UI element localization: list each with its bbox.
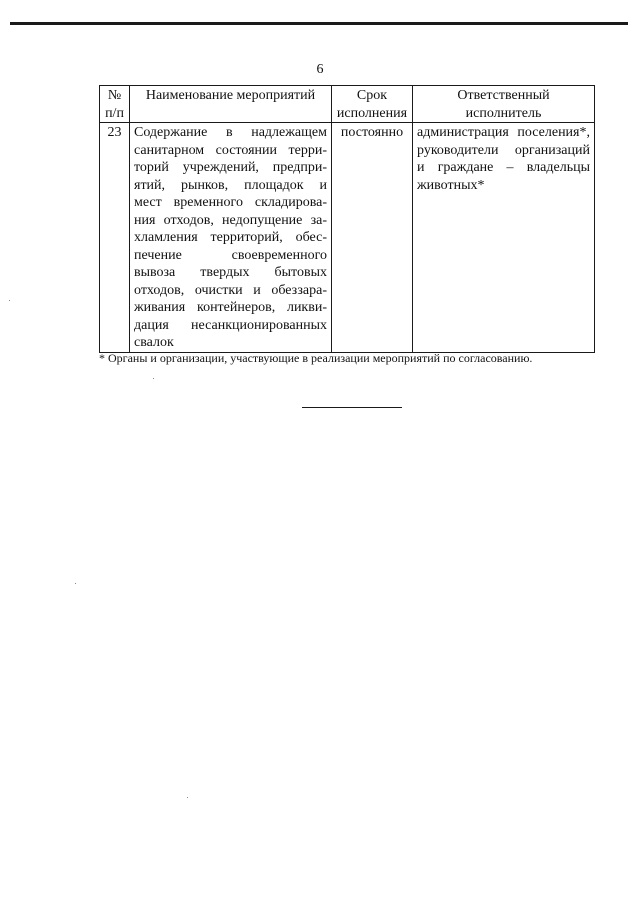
responsible-text: [417, 124, 590, 194]
text-line: ятий, рынков, площадок и: [134, 177, 327, 193]
text-line: ния отходов, недопущение за-: [134, 212, 327, 228]
footnote: * Органы и организации, участвующие в реализации мероприятий по согласованию.: [99, 351, 533, 365]
header-responsible-line1: Ответственный: [457, 88, 550, 103]
header-responsible-line2: исполнитель: [465, 105, 542, 121]
table-row: [100, 123, 595, 353]
header-term: [332, 86, 413, 123]
measure-name-text: [134, 124, 327, 352]
responsible-cell: [413, 123, 595, 353]
header-term-line2: исполнения: [336, 105, 408, 121]
header-measure-name: Наименование мероприятий: [130, 86, 332, 123]
term-cell: постоянно: [332, 123, 413, 353]
text-line: администрация поселения*,: [417, 125, 590, 140]
text-line: Содержание в надлежащем: [134, 125, 327, 140]
top-border-rule: [10, 22, 628, 25]
text-line: дация несанкционированных: [134, 317, 327, 333]
text-line: животных*: [417, 177, 485, 193]
scan-speck: [9, 300, 10, 301]
text-line: свалок: [134, 335, 174, 350]
text-line: печение своевременного: [134, 247, 327, 263]
header-term-line1: Срок: [356, 88, 388, 103]
end-of-document-rule: [302, 407, 402, 408]
header-number: [100, 86, 130, 123]
scan-speck: [75, 583, 76, 584]
text-line: мест временного складирова-: [134, 195, 327, 210]
scan-speck: [153, 378, 154, 379]
text-line: хламления территорий, обес-: [134, 230, 327, 245]
text-line: торий учреждений, предпри-: [134, 160, 327, 175]
header-number-abbrev: п/п: [105, 105, 124, 121]
measure-name-cell: [130, 123, 332, 353]
text-line: отходов, очистки и обеззара-: [134, 282, 327, 298]
measures-table: [99, 85, 595, 353]
page-number: 6: [316, 62, 324, 77]
header-number-symbol: №: [107, 88, 122, 103]
text-line: вывоза твердых бытовых: [134, 265, 327, 280]
text-line: и граждане – владельцы: [417, 160, 590, 175]
scan-speck: [187, 797, 188, 798]
header-responsible: [413, 86, 595, 123]
text-line: санитарном состоянии терри-: [134, 142, 327, 158]
text-line: руководители организаций: [417, 142, 590, 158]
text-line: живания контейнеров, ликви-: [134, 300, 327, 315]
row-number: 23: [100, 123, 130, 353]
table-header-row: [100, 86, 595, 123]
